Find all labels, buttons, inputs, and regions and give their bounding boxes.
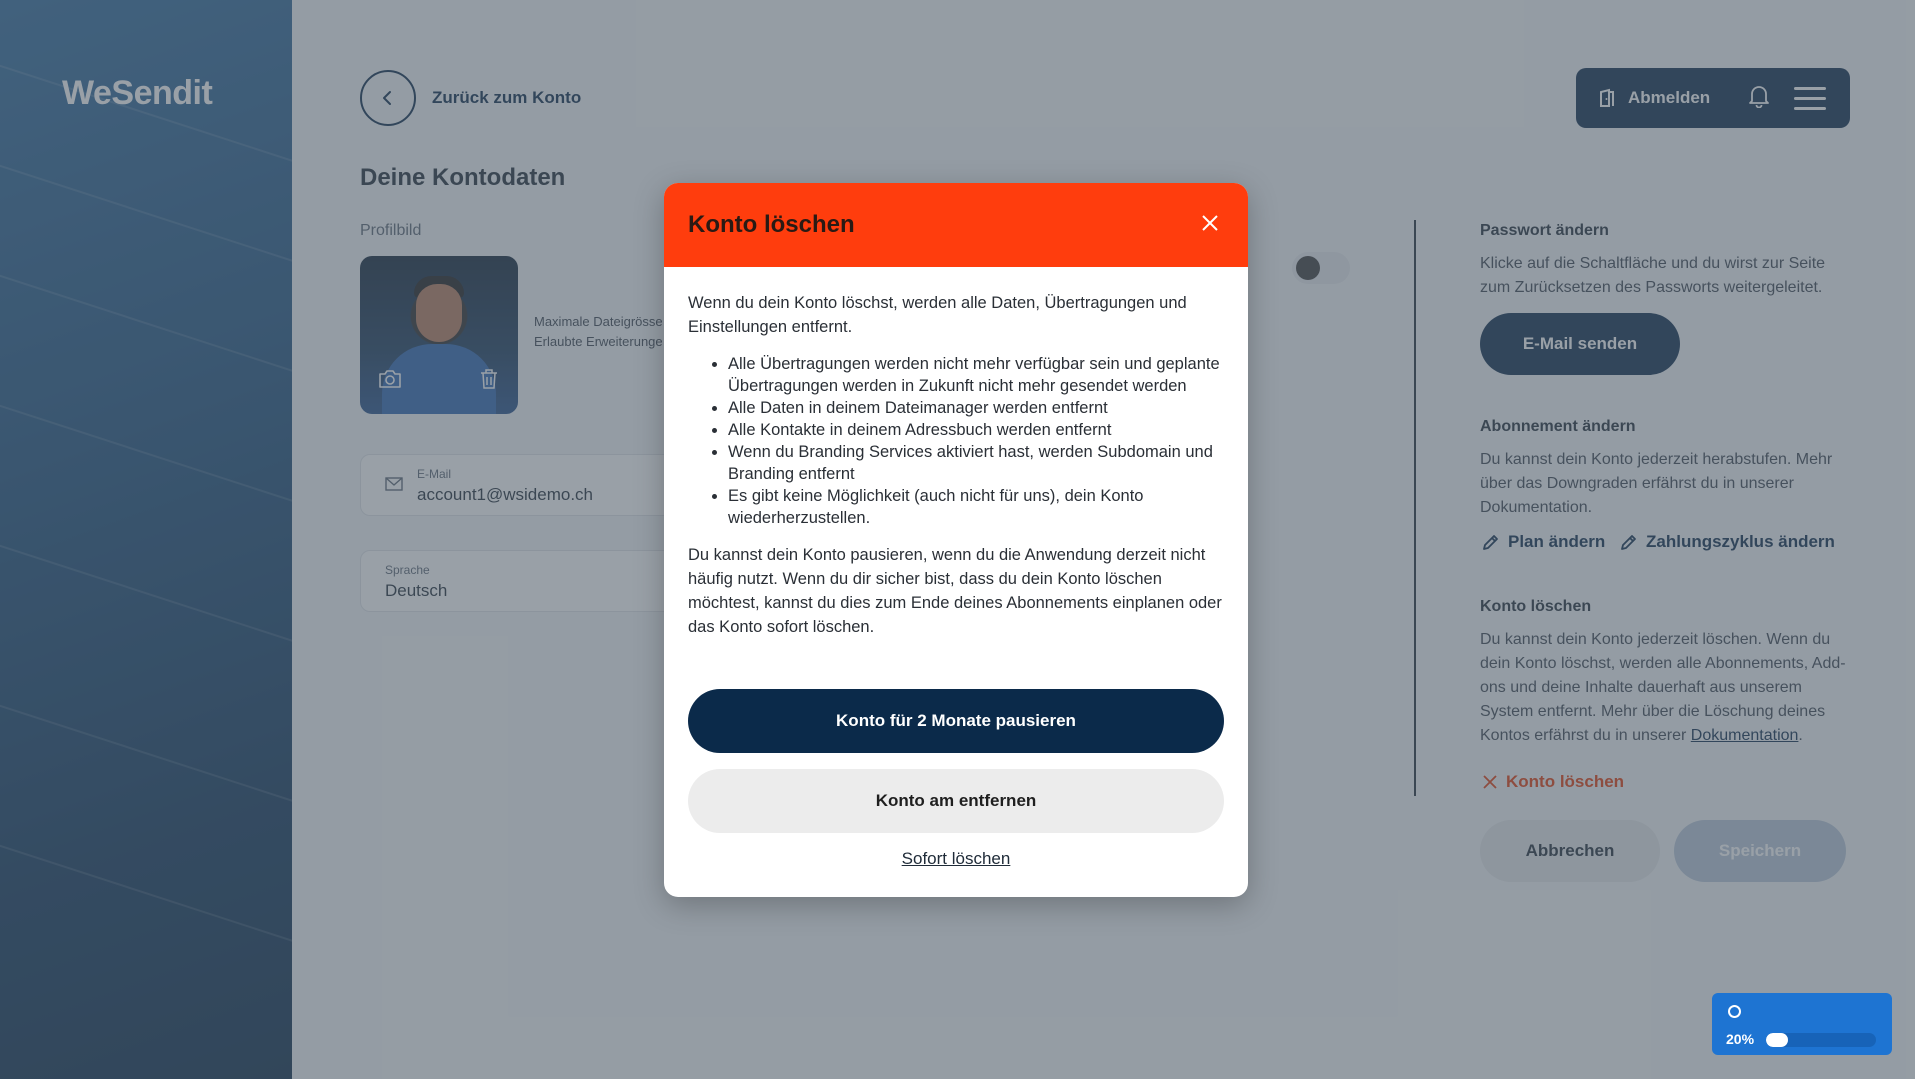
delete-now-link[interactable]: Sofort löschen	[901, 849, 1011, 868]
list-item: • Es gibt keine Möglichkeit (auch nicht für uns), dein Konto wiederherzustellen.	[728, 485, 1224, 529]
schedule-removal-button[interactable]: Konto am entfernen	[688, 769, 1224, 833]
progress-percent: 20%	[1726, 1031, 1755, 1047]
delete-account-dialog	[664, 183, 1248, 897]
dialog-title: Konto löschen	[688, 211, 855, 238]
circle-icon	[1728, 1005, 1741, 1018]
list-item: • Alle Daten in deinem Dateimanager werden entfernt	[728, 397, 1224, 419]
delete-now-wrapper	[664, 849, 1248, 869]
progress-bar	[1766, 1033, 1876, 1047]
close-icon[interactable]	[1200, 213, 1224, 237]
dialog-bullet-list	[728, 353, 1224, 529]
list-item: • Wenn du Branding Services aktiviert hast, werden Subdomain und Branding entfernt	[728, 441, 1224, 485]
upload-progress-widget[interactable]	[1712, 993, 1892, 1055]
dialog-header	[664, 183, 1248, 267]
pause-account-button[interactable]: Konto für 2 Monate pausieren	[688, 689, 1224, 753]
dialog-outro: Du kannst dein Konto pausieren, wenn du die Anwendung derzeit nicht häufig nutzt. Wenn du dir sicher bist, dass du dein Konto löschen möchtest, kannst du dies zum Ende deines Abonnements einplanen oder das Konto sofort löschen.	[688, 546, 1222, 636]
list-item: • Alle Kontakte in deinem Adressbuch werden entfernt	[728, 419, 1224, 441]
dialog-intro: Wenn du dein Konto löschst, werden alle Daten, Übertragungen und Einstellungen entfernt.	[688, 294, 1187, 336]
dialog-body	[664, 267, 1248, 639]
list-item: • Alle Übertragungen werden nicht mehr verfügbar sein und geplante Übertragungen werden in Zukunft nicht mehr gesendet werden	[728, 353, 1224, 397]
progress-fill	[1766, 1033, 1788, 1047]
